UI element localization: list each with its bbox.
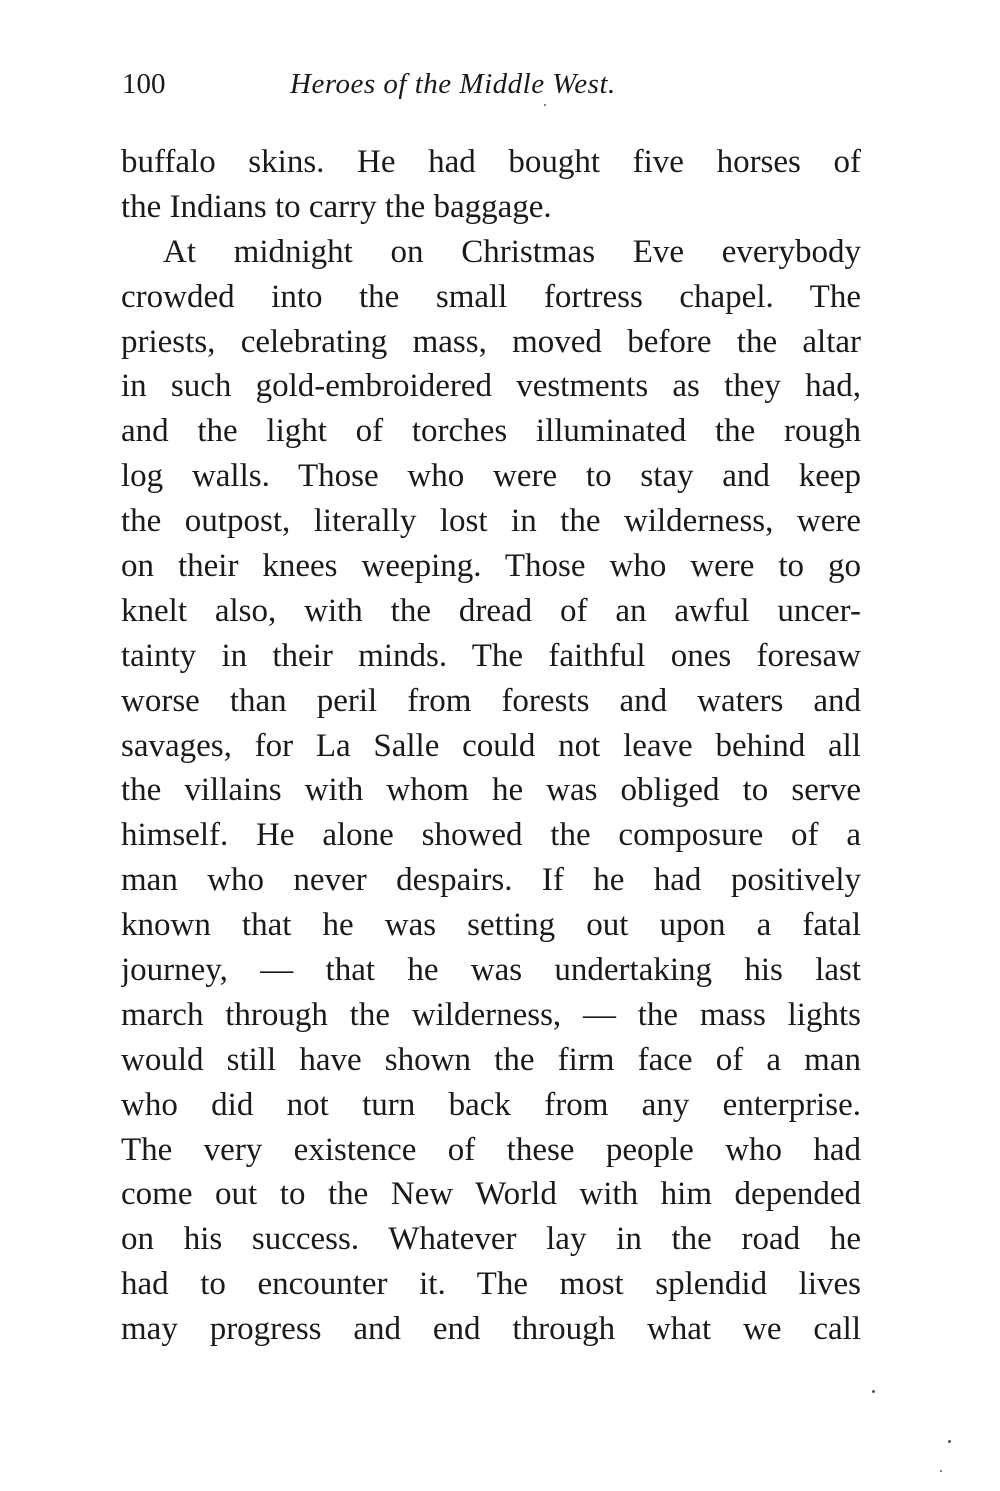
text-line: savages, for La Salle could not leave behind all — [121, 727, 861, 764]
text-line: the Indians to carry the baggage. — [121, 188, 552, 225]
text-line: buffalo skins. He had bought five horses of — [121, 144, 861, 180]
text-line: At midnight on Christmas Eve everybody — [163, 233, 861, 270]
text-line: the villains with whom he was obliged to serve — [121, 772, 861, 809]
scan-speck — [544, 104, 546, 106]
text-line: had to encounter it. The most splendid lives — [121, 1266, 861, 1303]
scan-speck — [872, 1390, 875, 1393]
text-line: tainty in their minds. The faithful ones foresaw — [121, 637, 861, 674]
text-line: on his success. Whatever lay in the road he — [121, 1221, 861, 1258]
text-line: man who never despairs. If he had positively — [121, 862, 861, 899]
text-line: who did not turn back from any enterprise. — [121, 1086, 861, 1123]
scan-speck — [940, 1470, 942, 1472]
text-line: journey, — that he was undertaking his last — [121, 952, 861, 989]
text-line: the outpost, literally lost in the wilderness, were — [121, 503, 861, 540]
text-line: The very existence of these people who had — [121, 1131, 861, 1168]
text-line: knelt also, with the dread of an awful uncer- — [121, 592, 861, 629]
text-line: march through the wilderness, — the mass lights — [121, 996, 861, 1033]
text-line: crowded into the small fortress chapel. The — [121, 278, 861, 315]
text-line: worse than peril from forests and waters and — [121, 682, 861, 719]
running-title: Heroes of the Middle West. — [290, 68, 616, 100]
text-line: himself. He alone showed the composure of a — [121, 817, 861, 854]
text-line: would still have shown the firm face of a man — [121, 1041, 861, 1078]
text-line: log walls. Those who were to stay and keep — [121, 458, 861, 495]
text-line: may progress and end through what we call — [121, 1311, 861, 1348]
page-number: 100 — [122, 68, 166, 100]
page-header — [122, 68, 862, 108]
scan-speck — [948, 1440, 951, 1443]
body-text — [121, 140, 861, 1352]
text-line: and the light of torches illuminated the rough — [121, 413, 861, 450]
text-line: known that he was setting out upon a fatal — [121, 907, 861, 944]
text-line: on their knees weeping. Those who were to go — [121, 548, 861, 585]
text-line: in such gold-embroidered vestments as they had, — [121, 368, 861, 405]
text-line: priests, celebrating mass, moved before the altar — [121, 323, 861, 360]
text-line: come out to the New World with him depended — [121, 1176, 861, 1213]
